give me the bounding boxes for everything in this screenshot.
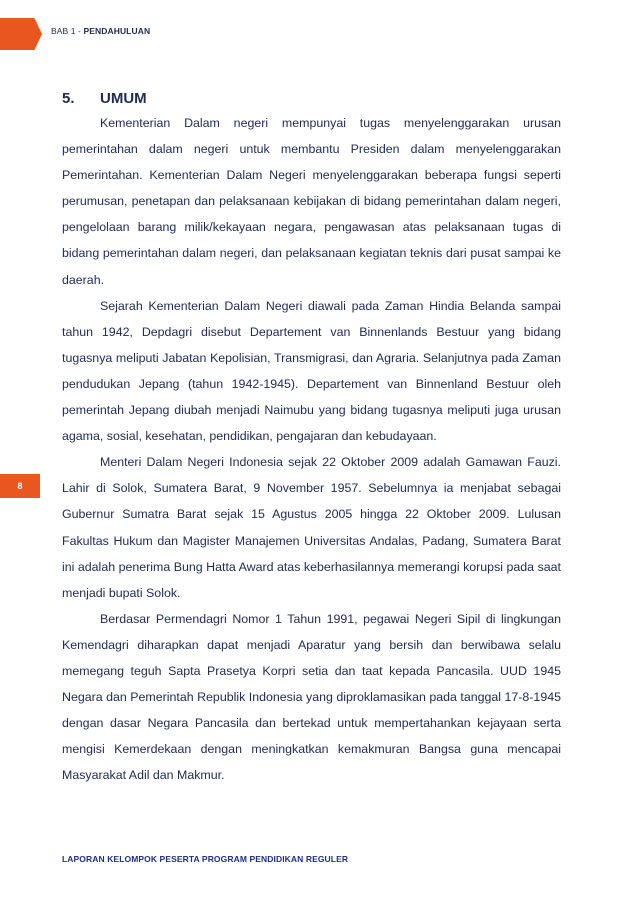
header-accent-tab — [0, 18, 42, 50]
page-footer: LAPORAN KELOMPOK PESERTA PROGRAM PENDIDIKAN REGULER — [62, 854, 349, 864]
main-content — [62, 86, 561, 788]
paragraph-2: Sejarah Kementerian Dalam Negeri diawali pada Zaman Hindia Belanda sampai tahun 1942, Depdagri disebut Departement van Binnenlands Bestuur yang bidang tugasnya meliputi Jabatan Kepolisian, Transmigrasi, dan Agraria. Selanjutnya pada Zaman pendudukan Jepang (tahun 1942-1945). Departement van Binnenland Bestuur oleh pemerintah Jepang diubah menjadi Naimubu yang bidang tugasnya meliputi juga urusan agama, sosial, kesehatan, pendidikan, pengajaran dan kebudayaan. — [62, 298, 561, 444]
paragraph-1: Kementerian Dalam negeri mempunyai tugas menyelenggarakan urusan pemerintahan dalam negeri untuk membantu Presiden dalam menyelenggarakan Pemerintahan. Kementerian Dalam Negeri menyelenggarakan beberapa fungsi seperti perumusan, penetapan dan pelaksanaan kebijakan di bidang pemerintahan dalam negeri, pengelolaan barang milik/kekayaan negara, pengawasan atas pelaksanaan tugas di bidang pemerintahan dalam negeri, dan pelaksanaan kegiatan teknis dari pusat sampai ke daerah. — [62, 116, 561, 287]
section-heading — [62, 86, 561, 110]
paragraph-4: Berdasar Permendagri Nomor 1 Tahun 1991, pegawai Negeri Sipil di lingkungan Kemendagri diharapkan dapat menjadi Aparatur yang bersih dan berwibawa selalu memegang teguh Sapta Prasetya Korpri setia dan taat kepada Pancasila. UUD 1945 Negara dan Pemerintah Republik Indonesia yang diproklamasikan pada tanggal 17-8-1945 dengan dasar Negara Pancasila dan bertekad untuk mempertahankan kejayaan serta mengisi Kemerdekaan dengan meningkatkan kemakmuran Bangsa guna mencapai Masyarakat Adil dan Makmur. — [62, 611, 561, 783]
chapter-title: PENDAHULUAN — [83, 26, 151, 36]
paragraph-3: Menteri Dalam Negeri Indonesia sejak 22 Oktober 2009 adalah Gamawan Fauzi. Lahir di Solok, Sumatera Barat, 9 November 1957. Sebelumnya ia menjabat sebagai Gubernur Sumatra Barat sejak 15 Agustus 2005 hingga 22 Oktober 2009. Lulusan Fakultas Hukum dan Magister Manajemen Universitas Andalas, Padang, Sumatera Barat ini adalah penerima Bung Hatta Award atas keberhasilannya memerangi korupsi pada saat menjadi bupati Solok. — [62, 455, 561, 600]
chapter-prefix: BAB 1 - — [51, 26, 84, 36]
page-number-badge: 8 — [0, 474, 40, 498]
chapter-header — [51, 26, 150, 36]
section-title: UMUM — [100, 89, 147, 107]
section-number: 5. — [62, 89, 75, 107]
